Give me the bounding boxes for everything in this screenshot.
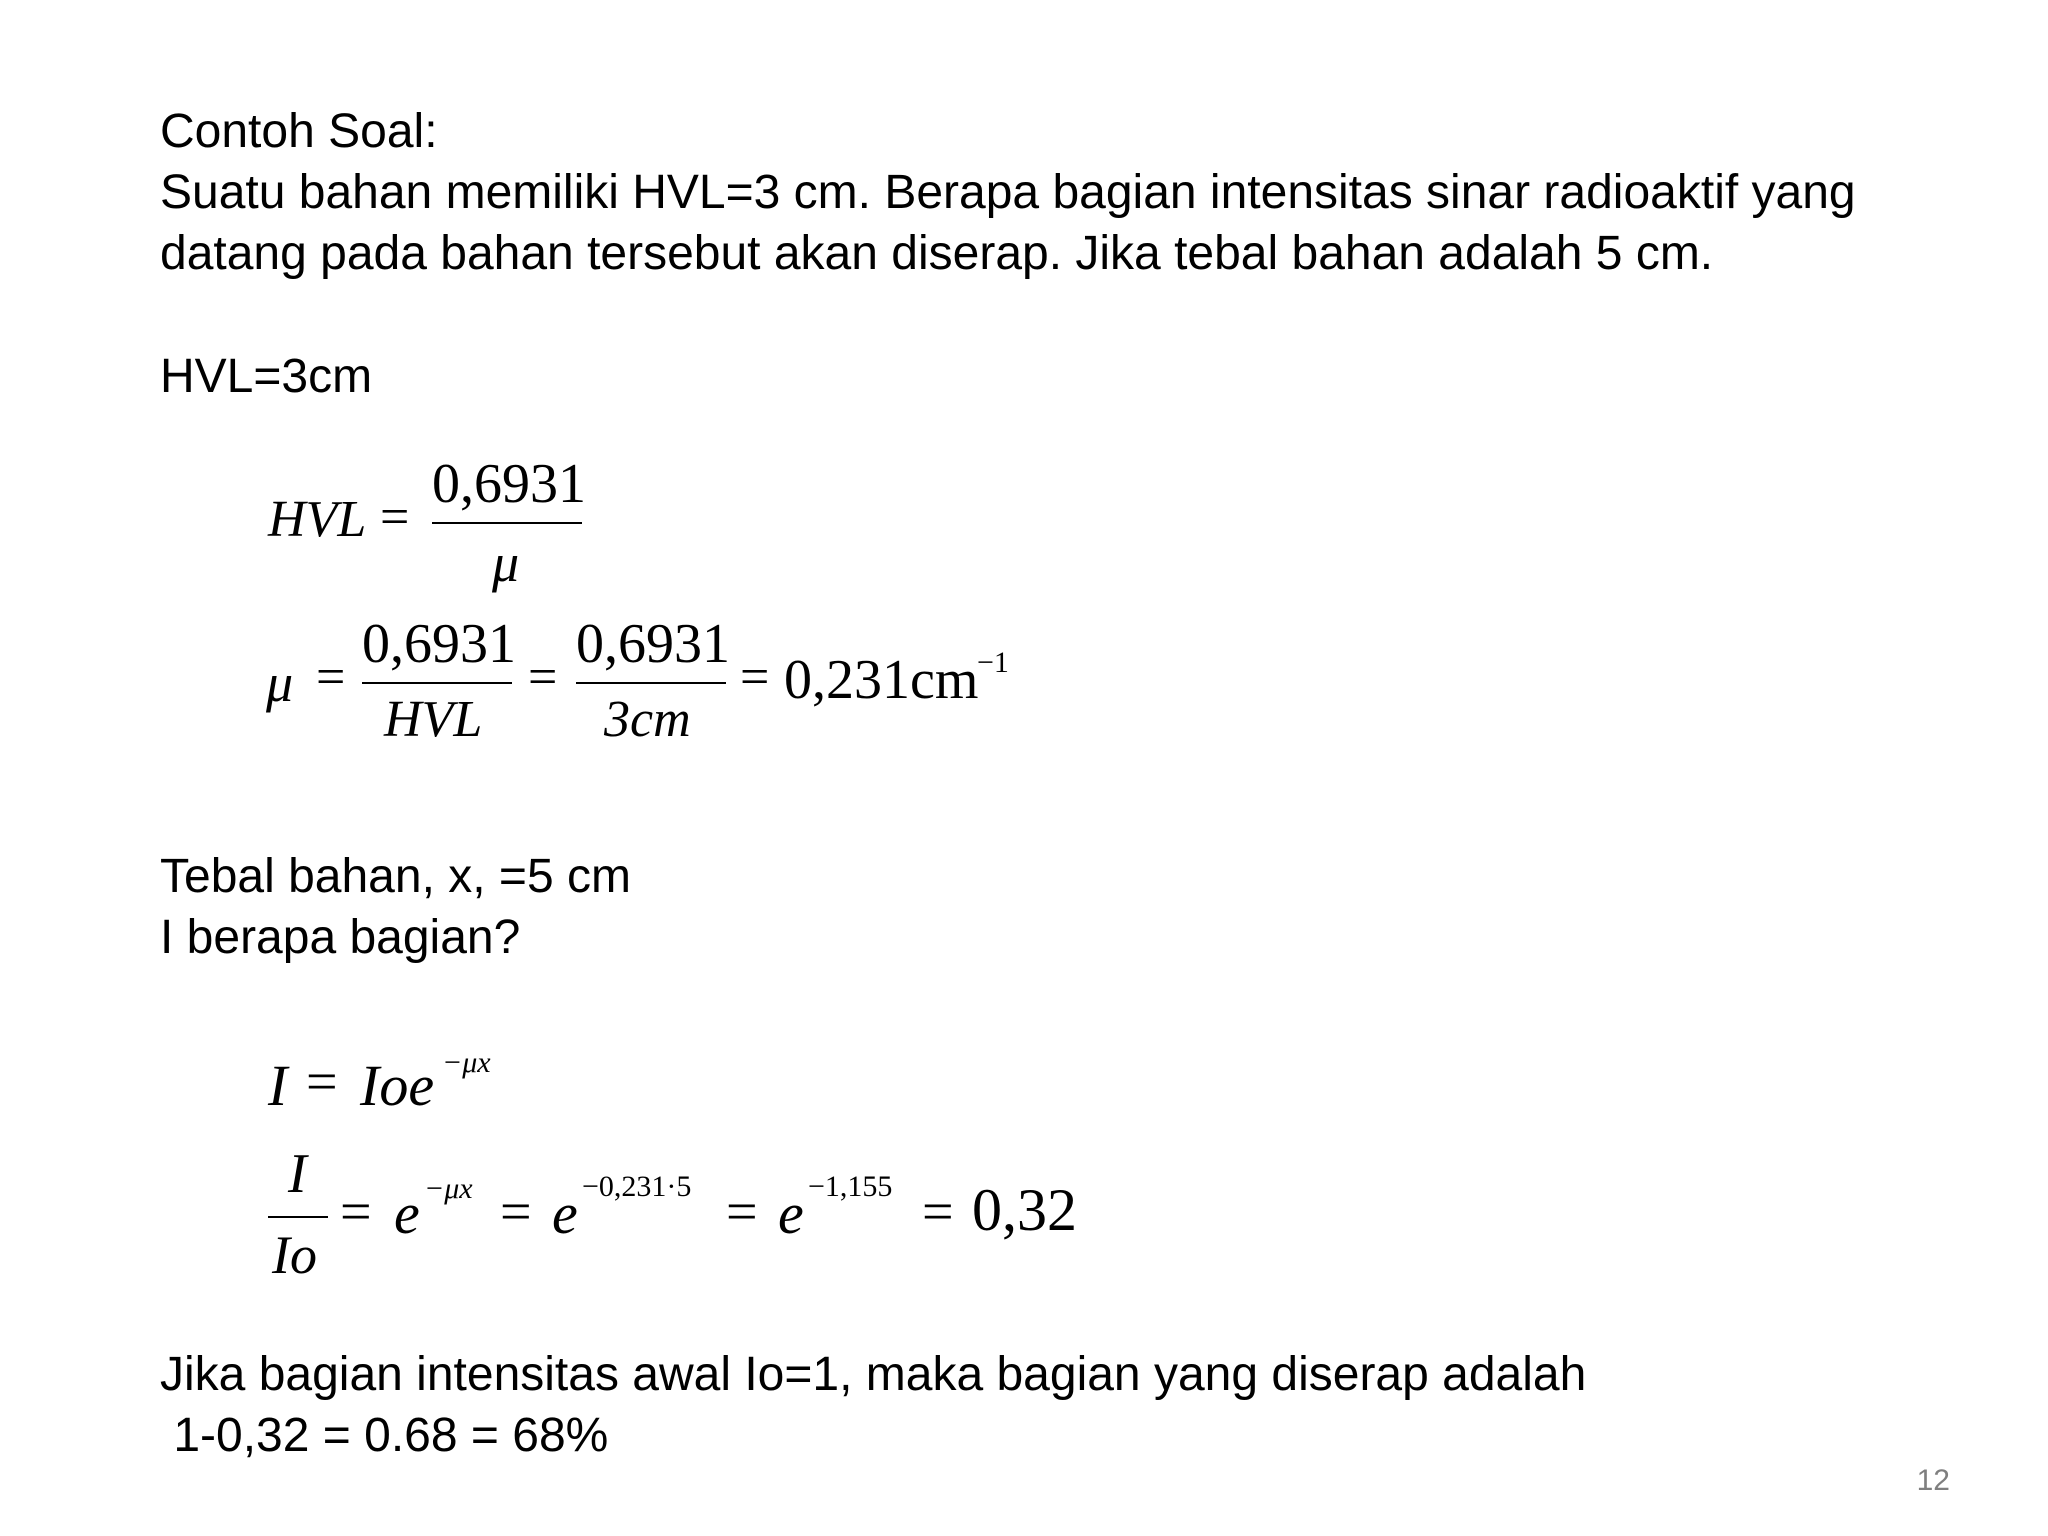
conclusion-line-2: 1-0,32 = 0.68 = 68% [160, 1409, 609, 1462]
eq4-equals-b: = [500, 1181, 532, 1243]
eq4-term3: e [778, 1181, 804, 1246]
eq4-frac-denominator: Io [272, 1225, 317, 1285]
eq1-equals: = [380, 489, 410, 546]
eq4-equals-a: = [340, 1181, 372, 1243]
eq4-term1-exponent: −μx [424, 1172, 473, 1205]
eq3-exponent: −μx [442, 1046, 491, 1079]
eq1-denominator: μ [492, 533, 520, 593]
eq4-term2: e [552, 1181, 578, 1246]
eq4-frac-numerator: I [288, 1143, 307, 1205]
eq2-frac2-denominator: 3cm [604, 691, 691, 748]
eq2-equals-a: = [316, 649, 346, 706]
eq2-frac1-numerator: 0,6931 [362, 613, 516, 675]
eq2-frac2-numerator: 0,6931 [576, 613, 730, 675]
eq1-lhs: HVL [268, 491, 367, 548]
problem-line-1: Suatu bahan memiliki HVL=3 cm. Berapa bagian intensitas sinar radioaktif yang [160, 166, 1856, 219]
eq2-equals-c: = [740, 649, 770, 706]
eq3-rhs: Ioe [360, 1053, 435, 1118]
eq2-result: 0,231cm [784, 649, 979, 711]
slide-heading: Contoh Soal: [160, 105, 438, 158]
eq4-equals-d: = [922, 1181, 954, 1243]
eq4-term3-exponent: −1,155 [808, 1170, 893, 1203]
eq4-fraction-bar [268, 1216, 328, 1218]
eq4-term2-exponent: −0,231·5 [582, 1170, 692, 1203]
given-hvl: HVL=3cm [160, 350, 373, 403]
eq1-numerator: 0,6931 [432, 453, 586, 515]
eq3-equals: = [306, 1051, 338, 1113]
conclusion-line-1: Jika bagian intensitas awal Io=1, maka bagian yang diserap adalah [160, 1348, 1587, 1401]
eq3-lhs: I [268, 1053, 288, 1118]
eq2-result-exponent: −1 [977, 646, 1009, 679]
eq2-frac1-denominator: HVL [384, 691, 483, 748]
eq4-result: 0,32 [972, 1177, 1077, 1243]
eq2-lhs: μ [266, 653, 294, 713]
question-line: I berapa bagian? [160, 911, 521, 964]
page-number: 12 [1916, 1464, 1950, 1497]
eq4-equals-c: = [726, 1181, 758, 1243]
eq2-equals-b: = [528, 649, 558, 706]
thickness-line: Tebal bahan, x, =5 cm [160, 850, 631, 903]
problem-line-2: datang pada bahan tersebut akan diserap. Jika tebal bahan adalah 5 cm. [160, 227, 1714, 280]
eq4-term1: e [394, 1181, 420, 1246]
